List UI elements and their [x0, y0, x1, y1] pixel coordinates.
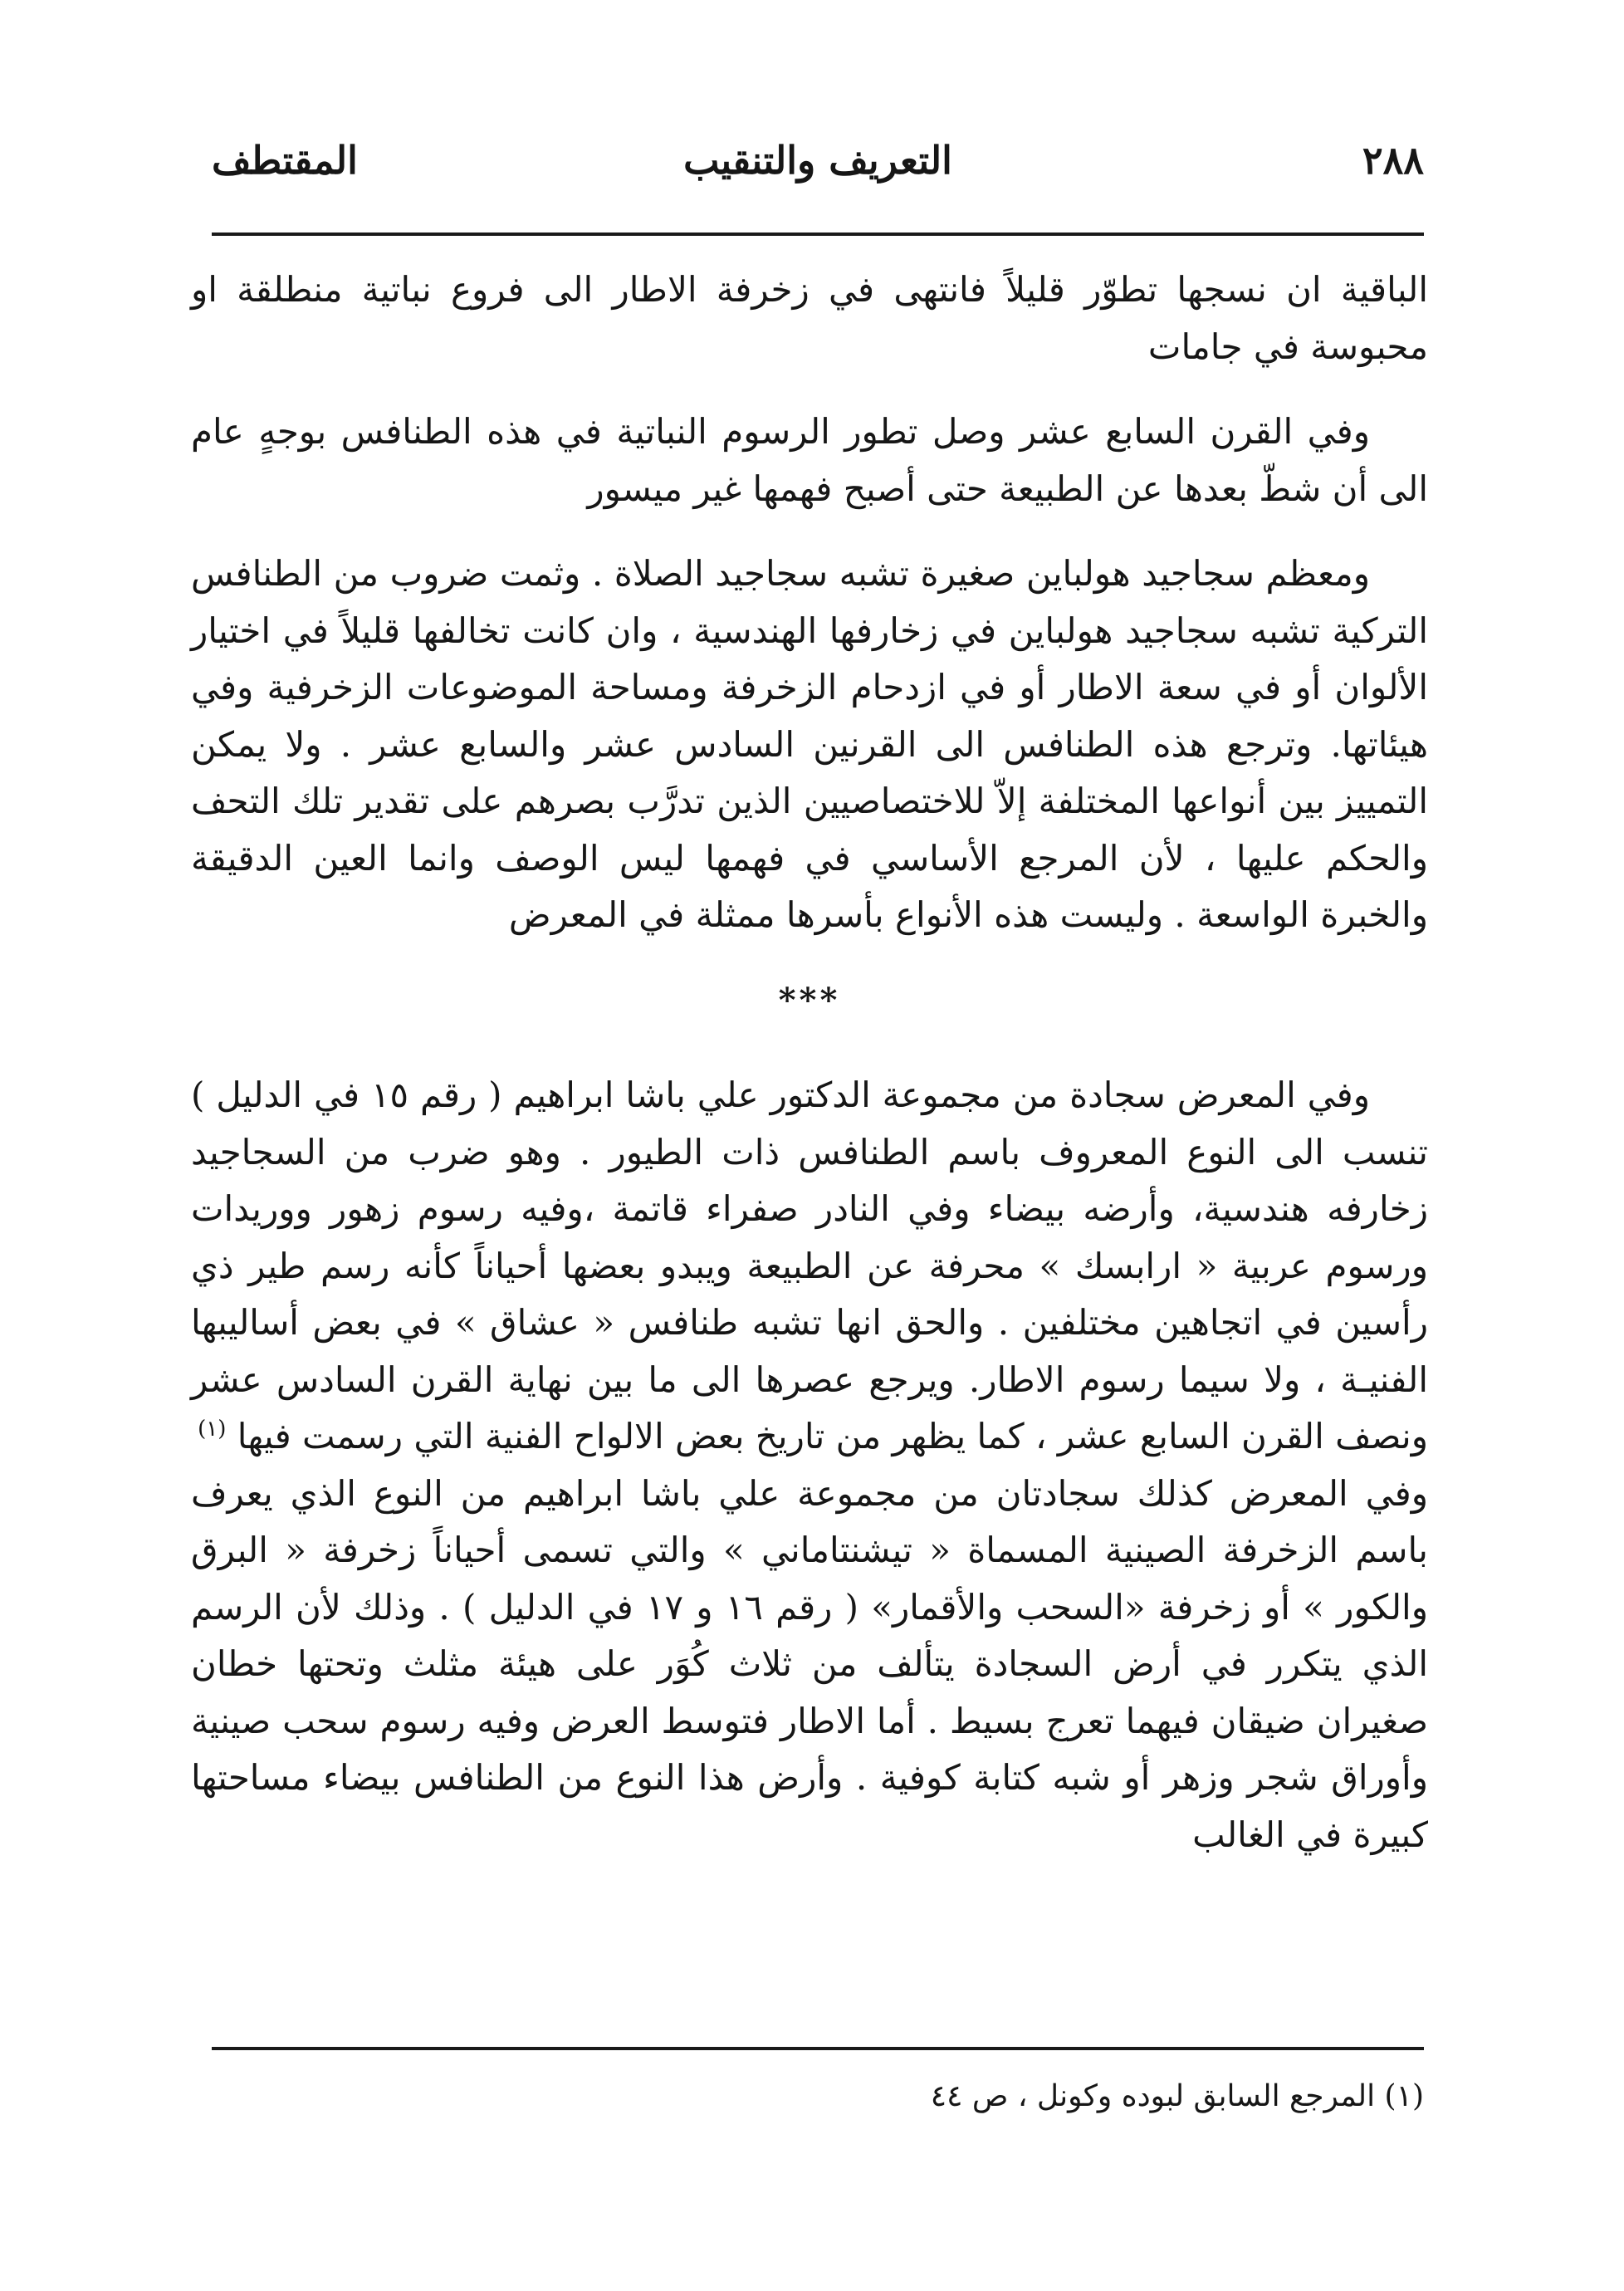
paragraph-4-text: وفي المعرض سجادة من مجموعة الدكتور علي باشا ابراهيم ( رقم ١٥ في الدليل ) تنسب الى النوع المعروف باسم الطنافس ذات الطيور . وهو ضرب من السجاجيد زخارفه هندسية، وأرضه بيضاء وفي النادر صفراء قاتمة ،وفيه رسوم زهور ووريدات ورسوم عربية « ارابسك » محرفة عن الطبيعة ويبدو بعضها أحياناً كأنه رسم طير ذي رأسين في اتجاهين مختلفين . والحق انها تشبه طنافس « عشاق » في بعض أساليبها الفنيـة ، ولا سيما رسوم الاطار. ويرجع عصرها الى ما بين نهاية القرن السادس عشر ونصف القرن السابع عشر ، كما يظهر من تاريخ بعض الالواح الفنية التي رسمت فيها — [191, 1075, 1429, 1456]
paragraph-1: الباقية ان نسجها تطوّر قليلاً فانتهى في زخرفة الاطار الى فروع نباتية منطلقة او محبوسة في جامات — [191, 269, 1428, 367]
paragraph-2: وفي القرن السابع عشر وصل تطور الرسوم النباتية في هذه الطنافس بوجهٍ عام الى أن شطّ بعدها عن الطبيعة حتى أصبح فهمها غير ميسور — [191, 411, 1428, 509]
page-number: ٢٨٨ — [1362, 138, 1424, 183]
footnote-marker: (١) — [198, 1417, 227, 1442]
section-separator: *** — [778, 980, 841, 1020]
header-rule — [212, 233, 1424, 236]
footnote-rule — [212, 2047, 1424, 2050]
running-title: التعريف والتنقيب — [683, 138, 952, 183]
paragraph-5: وفي المعرض كذلك سجادتان من مجموعة علي باشا ابراهيم من النوع الذي يعرف باسم الزخرفة الصينية المسماة « تيشنتاماني » والتي تسمى أحياناً زخرفة « البرق والكور » أو زخرفة «السحب والأقمار» ( رقم ١٦ و ١٧ في الدليل ) . وذلك لأن الرسم الذي يتكرر في أرض السجادة يتألف من ثلاث كُوَر على هيئة مثلث وتحتها خطان صغيران ضيقان فيهما تعرج بسيط . أما الاطار فتوسط العرض وفيه رسوم سحب صينية وأوراق شجر وزهر أو شبه كتابة كوفية . وأرض هذا النوع من الطنافس بيضاء مساحتها كبيرة في الغالب — [191, 1472, 1429, 1855]
journal-name: المقتطف — [212, 138, 358, 183]
paragraph-4 — [191, 1067, 1428, 1466]
paragraph-3: ومعظم سجاجيد هولباين صغيرة تشبه سجاجيد الصلاة . وثمت ضروب من الطنافس التركية تشبه سجاجيد هولباين في زخارفها الهندسية ، وان كانت تخالفها قليلاً في اختيار الألوان أو في سعة الاطار أو في ازدحام الزخرفة ومساحة الموضوعات الزخرفية وفي هيئاتها. وترجع هذه الطنافس الى القرنين السادس عشر والسابع عشر . ولا يمكن التمييز بين أنواعها المختلفة إلاّ للاختصاصيين الذين تدرَّب بصرهم على تقدير تلك التحف والحكم عليها ، لأن المرجع الأساسي في فهمها ليس الوصف وانما العين الدقيقة والخبرة الواسعة . وليست هذه الأنواع بأسرها ممثلة في المعرض — [191, 553, 1428, 935]
footnote: (١) المرجع السابق لبوده وكونل ، ص ٤٤ — [930, 2079, 1424, 2113]
page-header — [212, 138, 1424, 224]
body-text — [191, 262, 1428, 1863]
